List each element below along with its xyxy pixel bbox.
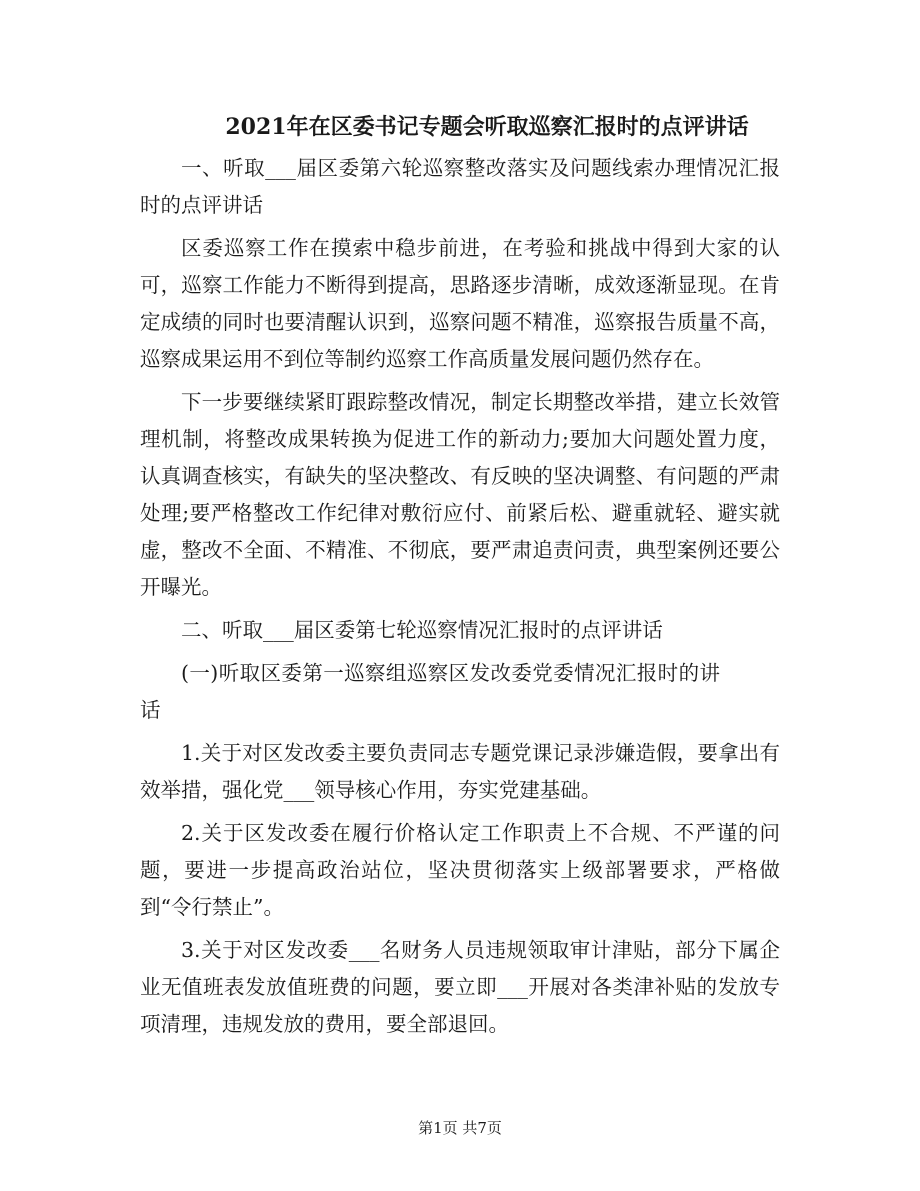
paragraph-section-one-heading: 一、听取___届区委第六轮巡察整改落实及问题线索办理情况汇报时的点评讲话: [140, 156, 780, 217]
paragraph-achievements: 区委巡察工作在摸索中稳步前进，在考验和挑战中得到大家的认可，巡察工作能力不断得到提高，思路逐步清晰，成效逐渐显现。在肯定成绩的同时也要清醒认识到，巡察问题不精准，巡察报告质量不高，巡察成果运用不到位等制约巡察工作高质量发展问题仍然存在。: [140, 236, 780, 371]
paragraph-item-2: 2.关于区发改委在履行价格认定工作职责上不合规、不严谨的问题，要进一步提高政治站位，坚决贯彻落实上级部署要求，严格做到“令行禁止”。: [140, 821, 780, 919]
paragraph-subsection-one-heading: (一)听取区委第一巡察组巡察区发改委党委情况汇报时的讲话: [140, 661, 720, 722]
document-title: 2021年在区委书记专题会听取巡察汇报时的点评讲话: [225, 114, 749, 140]
document-body: [140, 150, 780, 1049]
paragraph-item-1: 1.关于对区发改委主要负责同志专题党课记录涉嫌造假，要拿出有效举措，强化党___领导核心作用，夯实党建基础。: [140, 741, 780, 802]
paragraph-section-two-heading: 二、听取___届区委第七轮巡察情况汇报时的点评讲话: [181, 618, 663, 642]
paragraph-next-steps: 下一步要继续紧盯跟踪整改情况，制定长期整改举措，建立长效管理机制，将整改成果转换为促进工作的新动力;要加大问题处置力度，认真调查核实，有缺失的坚决整改、有反映的坚决调整、有问题的严肃处理;要严格整改工作纪律对敷衍应付、前紧后松、避重就轻、避实就虚，整改不全面、不精准、不彻底，要严肃追责问责，典型案例还要公开曝光。: [140, 390, 780, 599]
paragraph-item-3: 3.关于对区发改委___名财务人员违规领取审计津贴，部分下属企业无值班表发放值班费的问题，要立即___开展对各类津补贴的发放专项清理，违规发放的费用，要全部退回。: [140, 938, 780, 1036]
page-footer: 第1页 共7页: [418, 1119, 502, 1137]
